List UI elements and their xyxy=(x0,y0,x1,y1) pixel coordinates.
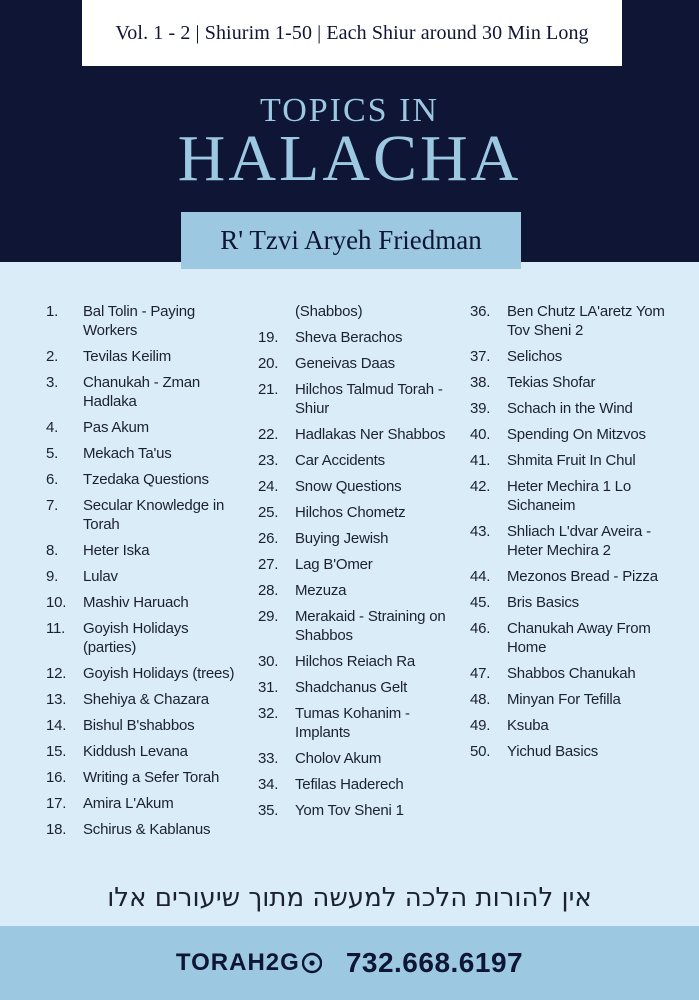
topic-item xyxy=(470,690,670,709)
topic-item xyxy=(470,302,670,340)
topic-number: 1. xyxy=(46,303,59,320)
topic-title: Bishul B'shabbos xyxy=(83,717,195,734)
topic-number: 12. xyxy=(46,665,67,682)
topic-number: 34. xyxy=(258,776,279,793)
topic-item xyxy=(46,820,241,839)
topic-number: 2. xyxy=(46,348,59,365)
topic-number: 22. xyxy=(258,426,279,443)
topic-item xyxy=(470,522,670,560)
topic-item xyxy=(258,380,453,418)
topic-title: Shliach L'dvar Aveira - Heter Mechira 2 xyxy=(507,523,651,559)
topic-item xyxy=(258,652,453,671)
topic-number: 31. xyxy=(258,679,279,696)
topic-number: 6. xyxy=(46,471,59,488)
topic-title: Mashiv Haruach xyxy=(83,594,189,611)
topic-number: 7. xyxy=(46,497,59,514)
topic-item xyxy=(470,373,670,392)
topic-number: 21. xyxy=(258,381,279,398)
topic-item xyxy=(470,664,670,683)
topic-item xyxy=(46,768,241,787)
topic-title: Geneivas Daas xyxy=(295,355,395,372)
topic-number: 10. xyxy=(46,594,67,611)
topic-number: 38. xyxy=(470,374,491,391)
topic-title: Merakaid - Straining on Shabbos xyxy=(295,608,446,644)
topic-title: Spending On Mitzvos xyxy=(507,426,646,443)
topic-item xyxy=(258,503,453,522)
topic-number: 28. xyxy=(258,582,279,599)
topic-item xyxy=(258,704,453,742)
topic-title: Hilchos Reiach Ra xyxy=(295,653,415,670)
topic-item xyxy=(46,541,241,560)
topic-number: 50. xyxy=(470,743,491,760)
topic-title: Kiddush Levana xyxy=(83,743,188,760)
topic-item xyxy=(46,593,241,612)
topic-item xyxy=(258,749,453,768)
topic-title: Goyish Holidays (trees) xyxy=(83,665,235,682)
topic-title: Tefilas Haderech xyxy=(295,776,404,793)
topic-number: 24. xyxy=(258,478,279,495)
topic-item xyxy=(46,619,241,657)
topic-title: Lulav xyxy=(83,568,118,585)
topic-title: Secular Knowledge in Torah xyxy=(83,497,225,533)
topic-title: Chanukah - Zman Hadlaka xyxy=(83,374,201,410)
topic-title: Hilchos Talmud Torah - Shiur xyxy=(295,381,443,417)
topic-item xyxy=(46,742,241,761)
topic-column-1 xyxy=(46,302,241,846)
topic-item xyxy=(46,794,241,813)
topic-number: 15. xyxy=(46,743,67,760)
topic-item xyxy=(46,373,241,411)
topic-item xyxy=(258,354,453,373)
topic-title: Minyan For Tefilla xyxy=(507,691,621,708)
topic-number: 37. xyxy=(470,348,491,365)
topic-title: Yichud Basics xyxy=(507,743,599,760)
topic-number: 26. xyxy=(258,530,279,547)
topic-title: Tzedaka Questions xyxy=(83,471,209,488)
topic-number: 13. xyxy=(46,691,67,708)
topic-title: Hilchos Chometz xyxy=(295,504,406,521)
title-line-2: HALACHA xyxy=(177,122,522,195)
topic-item xyxy=(258,328,453,347)
topic-item xyxy=(46,496,241,534)
topic-item xyxy=(46,716,241,735)
topic-number: 33. xyxy=(258,750,279,767)
topic-number: 11. xyxy=(46,620,66,637)
title-line-1: TOPICS IN xyxy=(260,92,439,129)
topic-title: Shmita Fruit In Chul xyxy=(507,452,636,469)
hebrew-disclaimer: אין להורות הלכה למעשה מתוך שיעורים אלו xyxy=(107,883,592,913)
topic-number: 44. xyxy=(470,568,491,585)
topic-number: 35. xyxy=(258,802,279,819)
topic-number: 9. xyxy=(46,568,59,585)
topic-title: Cholov Akum xyxy=(295,750,382,767)
topic-number: 27. xyxy=(258,556,279,573)
topic-number: 47. xyxy=(470,665,491,682)
topic-number: 32. xyxy=(258,705,279,722)
topic-number: 29. xyxy=(258,608,279,625)
topic-item xyxy=(470,619,670,657)
topic-item xyxy=(258,451,453,470)
topic-title: Buying Jewish xyxy=(295,530,389,547)
phone-number: 732.668.6197 xyxy=(345,947,524,978)
topic-number: 45. xyxy=(470,594,491,611)
topic-number: 20. xyxy=(258,355,279,372)
topic-item xyxy=(258,477,453,496)
topic-item xyxy=(46,470,241,489)
topic-title: Shabbos Chanukah xyxy=(507,665,636,682)
topic-number: 42. xyxy=(470,478,491,495)
topic-title: Snow Questions xyxy=(295,478,402,495)
topic-item xyxy=(258,555,453,574)
topic-item xyxy=(46,690,241,709)
topic-number: 23. xyxy=(258,452,279,469)
topic-number: 39. xyxy=(470,400,491,417)
footer-band xyxy=(0,926,699,1000)
topic-title: Shehiya & Chazara xyxy=(83,691,209,708)
topic-item xyxy=(46,347,241,366)
topic-item xyxy=(46,444,241,463)
topic-item xyxy=(258,425,453,444)
topic-number: 5. xyxy=(46,445,59,462)
topic-title: Tumas Kohanim - Implants xyxy=(295,705,410,741)
topic-title: Heter Iska xyxy=(83,542,150,559)
topic-title: Lag B'Omer xyxy=(295,556,373,573)
topic-title: Schach in the Wind xyxy=(507,400,633,417)
topic-title: Car Accidents xyxy=(295,452,385,469)
topic-number: 14. xyxy=(46,717,67,734)
topic-number: 8. xyxy=(46,542,59,559)
topic-column-2 xyxy=(258,302,453,827)
topic-number: 46. xyxy=(470,620,491,637)
author-box xyxy=(181,212,521,269)
topic-item xyxy=(258,529,453,548)
topic-number: 3. xyxy=(46,374,59,391)
topic-title: Amira L'Akum xyxy=(83,795,174,812)
topic-title: Heter Mechira 1 Lo Sichaneim xyxy=(507,478,631,514)
topic-item xyxy=(258,801,453,820)
topic-number: 16. xyxy=(46,769,67,786)
topic-title: Writing a Sefer Torah xyxy=(83,769,220,786)
topic-number: 48. xyxy=(470,691,491,708)
topic-title: Mezuza xyxy=(295,582,347,599)
topic-number: 49. xyxy=(470,717,491,734)
topic-column-3 xyxy=(470,302,670,768)
topic-number: 17. xyxy=(46,795,67,812)
topic-title: Hadlakas Ner Shabbos xyxy=(295,426,446,443)
topic-item xyxy=(470,451,670,470)
topic-number: 25. xyxy=(258,504,279,521)
topic-title: Ksuba xyxy=(507,717,549,734)
brand-text: TORAH2G xyxy=(175,949,300,976)
author-name: R' Tzvi Aryeh Friedman xyxy=(220,225,482,255)
topic-item xyxy=(470,425,670,444)
topic-item xyxy=(470,567,670,586)
topic-item xyxy=(470,716,670,735)
topic-title: Bal Tolin - Paying Workers xyxy=(83,303,196,339)
brand-logo xyxy=(176,949,322,977)
topic-number: 40. xyxy=(470,426,491,443)
topic-title: Shadchanus Gelt xyxy=(295,679,408,696)
topic-title: Ben Chutz LA'aretz Yom Tov Sheni 2 xyxy=(507,303,665,339)
topic-item xyxy=(470,593,670,612)
topic-item xyxy=(470,347,670,366)
subtitle: Vol. 1 - 2 | Shiurim 1-50 | Each Shiur around 30 Min Long xyxy=(115,21,589,44)
topic-number: 41. xyxy=(470,452,491,469)
continuation-text: (Shabbos) xyxy=(295,303,363,320)
topic-item xyxy=(258,607,453,645)
topic-item xyxy=(46,302,241,340)
topic-item xyxy=(258,678,453,697)
topic-title: Tevilas Keilim xyxy=(83,348,172,365)
topic-item xyxy=(258,581,453,600)
topic-number: 36. xyxy=(470,303,491,320)
topic-title: Chanukah Away From Home xyxy=(507,620,651,656)
topic-title: Yom Tov Sheni 1 xyxy=(295,802,404,819)
topic-item xyxy=(258,775,453,794)
topic-title: Mekach Ta'us xyxy=(83,445,172,462)
topic-item xyxy=(46,418,241,437)
subtitle-box xyxy=(82,0,622,66)
topic-number: 30. xyxy=(258,653,279,670)
disc-icon xyxy=(302,952,322,974)
topic-title: Selichos xyxy=(507,348,563,365)
topic-title: Schirus & Kablanus xyxy=(83,821,211,838)
topic-number: 4. xyxy=(46,419,59,436)
topic-item xyxy=(470,399,670,418)
topic-title: Bris Basics xyxy=(507,594,579,611)
topic-number: 43. xyxy=(470,523,491,540)
topic-title: Pas Akum xyxy=(83,419,149,436)
topic-number: 19. xyxy=(258,329,279,346)
topic-item xyxy=(46,664,241,683)
topic-item xyxy=(470,742,670,761)
topic-title: Tekias Shofar xyxy=(507,374,596,391)
topic-item xyxy=(470,477,670,515)
topic-title: Sheva Berachos xyxy=(295,329,403,346)
topic-item xyxy=(46,567,241,586)
topic-number: 18. xyxy=(46,821,67,838)
topic-title: Mezonos Bread - Pizza xyxy=(507,568,658,585)
topic-title: Goyish Holidays (parties) xyxy=(83,620,189,656)
